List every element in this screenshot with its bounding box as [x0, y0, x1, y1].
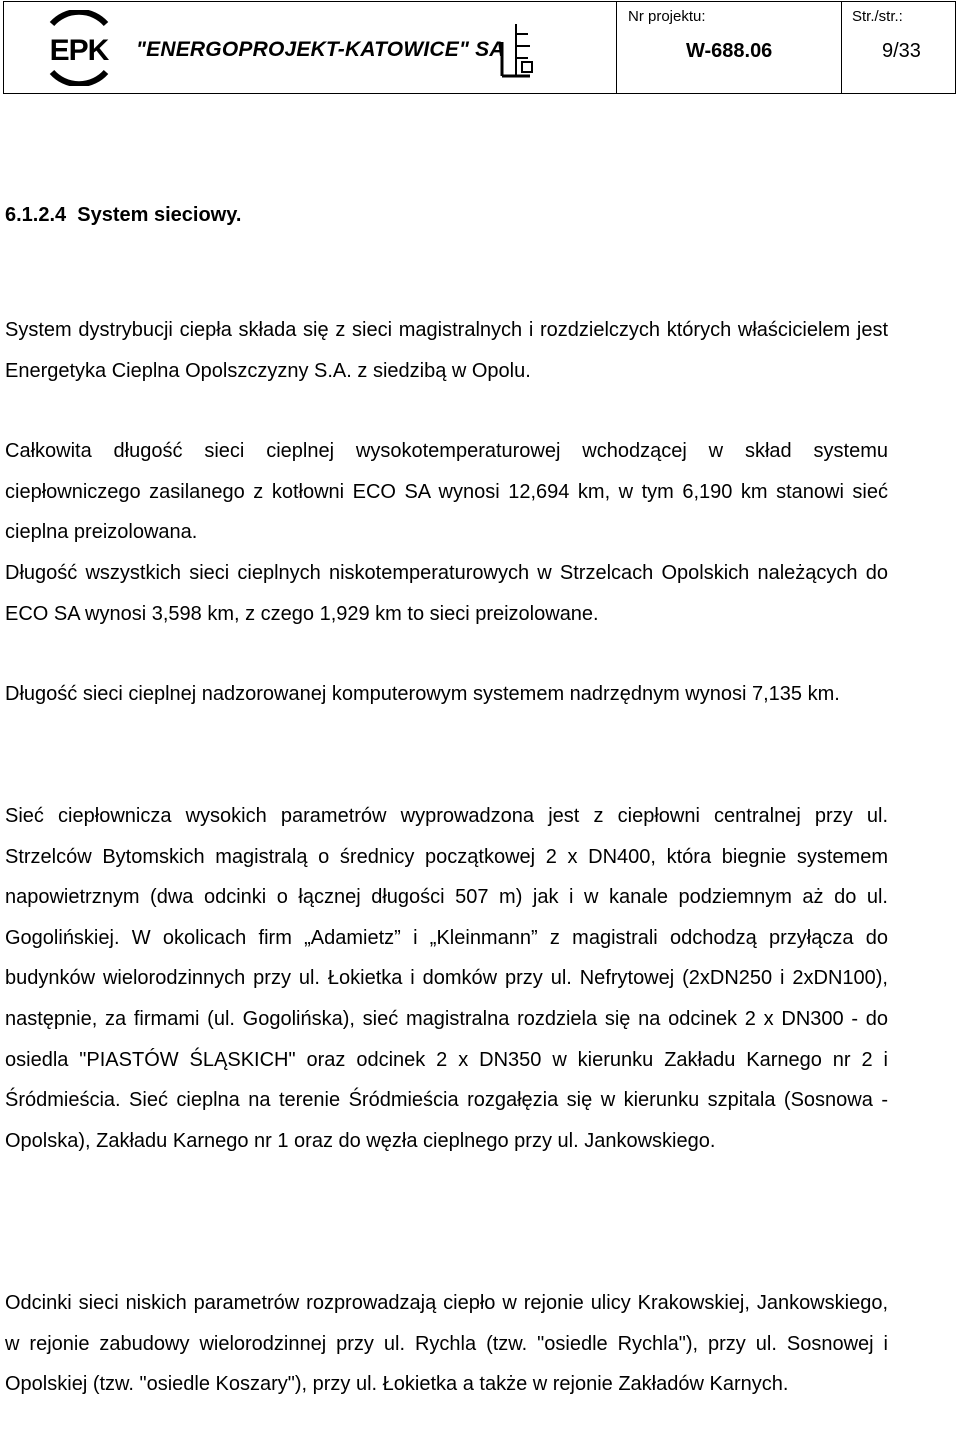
- header-divider: [616, 2, 617, 93]
- paragraph: Sieć ciepłownicza wysokich parametrów wyprowadzona jest z ciepłowni centralnej przy ul. Strzelców Bytomskich magistralą o średnicy początkowej 2 x DN400, która biegnie systemem napowietrznym (dwa odcinki o łącznej długości 507 m) jak i w kanale podziemnym aż do ul. Gogolińskiej. W okolicach firm „Adamietz” i „Kleinmann” z magistrali odchodzą przyłącza do budynków wielorodzinnych przy ul. Łokietka i domków przy ul. Nefrytowej (2xDN250 i 2xDN100), następnie, za firmami (ul. Gogolińska), sieć magistralna rozdziela się na odcinek 2 x DN300 - do osiedla "PIASTÓW ŚLĄSKICH" oraz odcinek 2 x DN350 w kierunku Zakładu Karnego nr 2 i Śródmieścia. Sieć cieplna na terenie Śródmieścia rozgałęzia się w kierunku szpitala (Sosnowa - Opolska), Zakładu Karnego nr 1 oraz do węzła cieplnego przy ul. Jankowskiego.: [5, 805, 888, 1152]
- paragraph: Długość wszystkich sieci cieplnych niskotemperaturowych w Strzelcach Opolskich należących do ECO SA wynosi 3,598 km, z czego 1,929 km to sieci preizolowane.: [5, 562, 888, 625]
- company-name: "ENERGOPROJEKT-KATOWICE" SA: [136, 38, 505, 61]
- header-divider: [841, 2, 842, 93]
- project-number: W-688.06: [686, 40, 773, 62]
- paragraph: Odcinki sieci niskich parametrów rozprowadzają ciepło w rejonie ulicy Krakowskiej, Jankowskiego, w rejonie zabudowy wielorodzinnej przy ul. Rychla (tzw. "osiedle Rychla"), przy ul. Sosnowej i Opolskiej (tzw. "osiedle Koszary"), przy ul. Łokietka a także w rejonie Zakładów Karnych.: [5, 1292, 888, 1396]
- paragraph: Całkowita długość sieci cieplnej wysokotemperaturowej wchodzącej w skład systemu ciepłowniczego zasilanego z kotłowni ECO SA wynosi 12,694 km, w tym 6,190 km stanowi sieć cieplna preizolowana.: [5, 440, 888, 544]
- svg-text:EPK: EPK: [49, 34, 109, 67]
- paragraph: System dystrybucji ciepła składa się z sieci magistralnych i rozdzielczych których właścicielem jest Energetyka Cieplna Opolszczyzny S.A. z siedzibą w Opolu.: [5, 319, 888, 382]
- company-emblem-icon: [496, 20, 538, 80]
- page-number: 9/33: [882, 40, 921, 62]
- paragraph: Długość sieci cieplnej nadzorowanej komputerowym systemem nadrzędnym wynosi 7,135 km.: [5, 683, 840, 705]
- page-number-label: Str./str.:: [852, 8, 903, 25]
- epk-logo: [34, 10, 124, 86]
- document-header: [3, 1, 956, 94]
- section-heading: 6.1.2.4 System sieciowy.: [5, 204, 242, 226]
- project-number-label: Nr projektu:: [628, 8, 706, 25]
